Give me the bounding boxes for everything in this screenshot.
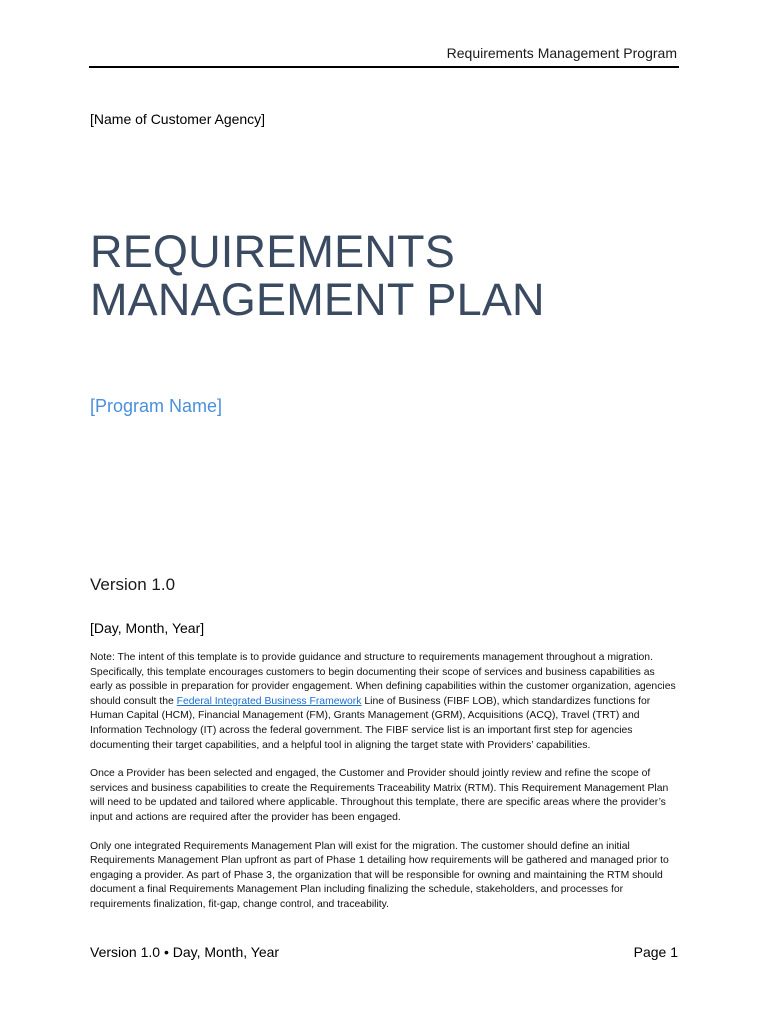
note-p1-text-after-link: Line of Business (FIBF LOB), which standardizes functions for Human Capital (HCM), Financial Management (FM), Grants Management (GRM), Acquisitions (ACQ), Travel (TRT) and Information Technology (IT) across the federal government. The FIBF service list is an important first step for agencies documenting their target capabilities, and a helpful tool in aligning the target state with Providers’ capabilities. bbox=[90, 695, 651, 751]
document-title bbox=[90, 228, 545, 324]
fibf-link[interactable]: Federal Integrated Business Framework bbox=[176, 695, 362, 707]
note-p1-text-before-link: Note: The intent of this template is to provide guidance and structure to requirements management throughout a migration. Specifically, this template encourages customers to begin documenting their scope of services and business capabilities as early as possible in preparation for provider engagement. When defining capabilities within the customer organization, agencies should consult the bbox=[90, 652, 676, 707]
footer-version-date: Version 1.0 • Day, Month, Year bbox=[90, 944, 280, 960]
note-paragraph-3: Only one integrated Requirements Management Plan will exist for the migration. The customer should define an initial Requirements Management Plan upfront as part of Phase 1 detailing how requirements will be gathered and managed prior to engaging a provider. As part of Phase 3, the organization that will be responsible for owning and maintaining the RTM should document a final Requirements Management Plan including finalizing the schedule, stakeholders, and processes for requirements finalization, fit-gap, change control, and traceability. bbox=[90, 840, 669, 910]
note-paragraph-2: Once a Provider has been selected and engaged, the Customer and Provider should jointly review and refine the scope of services and business capabilities to create the Requirements Traceability Matrix (RTM). This Requirement Management Plan will need to be updated and tailored where applicable. Throughout this template, there are specific areas where the provider’s input and actions are required after the provider has been engaged. bbox=[90, 768, 669, 823]
running-header: Requirements Management Program bbox=[446, 45, 677, 61]
header-rule bbox=[89, 66, 679, 68]
note-paragraph-1 bbox=[90, 651, 680, 753]
document-title-line2: MANAGEMENT PLAN bbox=[90, 274, 545, 325]
program-name-placeholder: [Program Name] bbox=[90, 396, 223, 416]
document-title-line1: REQUIREMENTS bbox=[90, 226, 455, 277]
footer-page-number: Page 1 bbox=[633, 944, 678, 960]
template-note bbox=[90, 651, 680, 927]
agency-placeholder: [Name of Customer Agency] bbox=[90, 111, 266, 127]
version-label: Version 1.0 bbox=[90, 575, 176, 594]
date-placeholder: [Day, Month, Year] bbox=[90, 620, 205, 636]
